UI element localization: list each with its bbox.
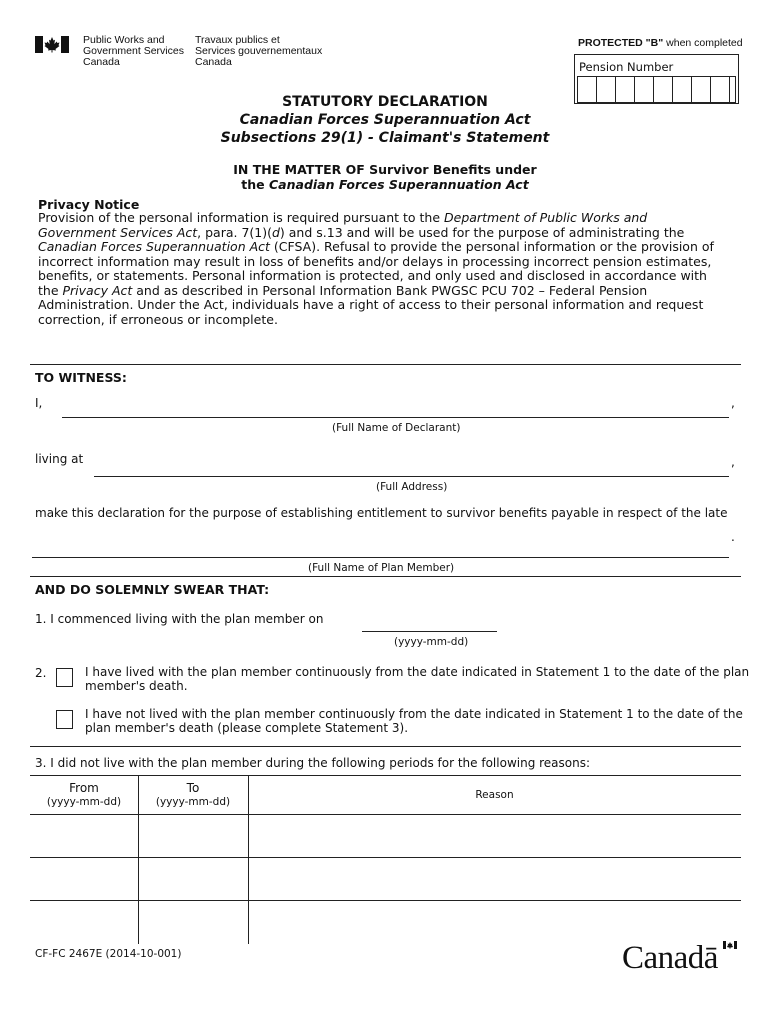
declarant-name-caption: (Full Name of Declarant) [332,422,461,434]
privacy-notice-heading: Privacy Notice [38,197,140,212]
table-row-1-to[interactable] [139,815,247,856]
plan-member-caption: (Full Name of Plan Member) [308,562,455,574]
statement-1-text: 1. I commenced living with the plan member on [35,612,324,626]
table-row-2-to[interactable] [139,858,247,899]
living-at-label: living at [35,452,84,466]
protected-b-label: PROTECTED "B" when completed [578,37,743,49]
privacy-notice-text: Provision of the personal information is required pursuant to the Department of Public Works and Government Services Act, para. 7(1)(d) and s.13 and will be used for the purpose of administrating the Canadian Forces Superannuation Act (CFSA). Refusal to provide the personal information or the provision of incorrect information may result in loss of benefits and/or delays in processing incorrect pension estimates, benefits, or statements. Personal information is protected, and only used and disclosed in accordance with the Privacy Act and as described in Personal Information Bank PWGSC PCU 702 – Federal Pension Administration. Under the Act, individuals have a right of access to their personal information and request correction, if erroneous or incomplete. [38,210,714,327]
matter-heading: IN THE MATTER OF Survivor Benefits under the Canadian Forces Superannuation Act [233,162,537,192]
wordmark-flag-icon [723,941,737,949]
continuous-cohabitation-checkbox[interactable] [56,668,73,687]
table-row-2-from[interactable] [31,858,137,899]
i-label: I, [35,396,43,410]
section-divider [30,746,741,747]
form-number: CF-FC 2467E (2014-10-001) [35,948,182,960]
table-row-3-from[interactable] [31,901,137,943]
statement-3-text: 3. I did not live with the plan member during the following periods for the following reasons: [35,756,591,770]
department-name-en: Public Works and Government Services Canada [83,34,184,68]
not-continuous-cohabitation-checkbox[interactable] [56,710,73,729]
form-title [0,93,770,147]
table-row-3-to[interactable] [139,901,247,943]
canada-flag-icon [35,36,69,53]
col-header-to: To (yyyy-mm-dd) [155,781,231,808]
absence-periods-table [30,775,741,944]
address-comma: , [731,455,735,469]
title-line2: Canadian Forces Superannuation Act [239,112,531,128]
to-witness-heading: TO WITNESS: [35,370,127,385]
title-line3: Subsections 29(1) - Claimant's Statement [220,130,550,146]
table-row-1-from[interactable] [31,815,137,856]
title-line1: STATUTORY DECLARATION [282,94,488,110]
table-row-3-reason[interactable] [249,901,740,943]
statement-2b-text: I have not lived with the plan member continuously from the date indicated in Statement 1 to the date of the plan member's death (please complete Statement 3). [85,707,743,735]
solemnly-swear-heading: AND DO SOLEMNLY SWEAR THAT: [35,582,270,597]
plan-member-period: . [731,530,735,544]
statement-2a-text: I have lived with the plan member continuously from the date indicated in Statement 1 to the date of the plan member's death. [85,665,750,693]
canada-wordmark: Canadā [622,938,742,978]
make-declaration-text: make this declaration for the purpose of establishing entitlement to survivor benefits payable in respect of the late [35,506,728,520]
department-name-fr: Travaux publics et Services gouvernementaux Canada [195,34,323,68]
declarant-name-field[interactable] [62,417,729,418]
plan-member-name-field[interactable] [32,557,729,558]
commenced-date-field[interactable] [362,631,497,632]
col-header-reason: Reason [475,789,514,801]
section-divider [30,576,741,577]
table-row-2-reason[interactable] [249,858,740,899]
pension-number-label: Pension Number [579,60,674,74]
table-row-1-reason[interactable] [249,815,740,856]
full-address-caption: (Full Address) [376,481,448,493]
statement-2-number: 2. [35,666,47,680]
full-address-field[interactable] [94,476,729,477]
section-divider [30,364,741,365]
declarant-comma: , [731,396,735,410]
col-header-from: From (yyyy-mm-dd) [46,781,122,808]
commenced-date-caption: (yyyy-mm-dd) [394,636,469,648]
